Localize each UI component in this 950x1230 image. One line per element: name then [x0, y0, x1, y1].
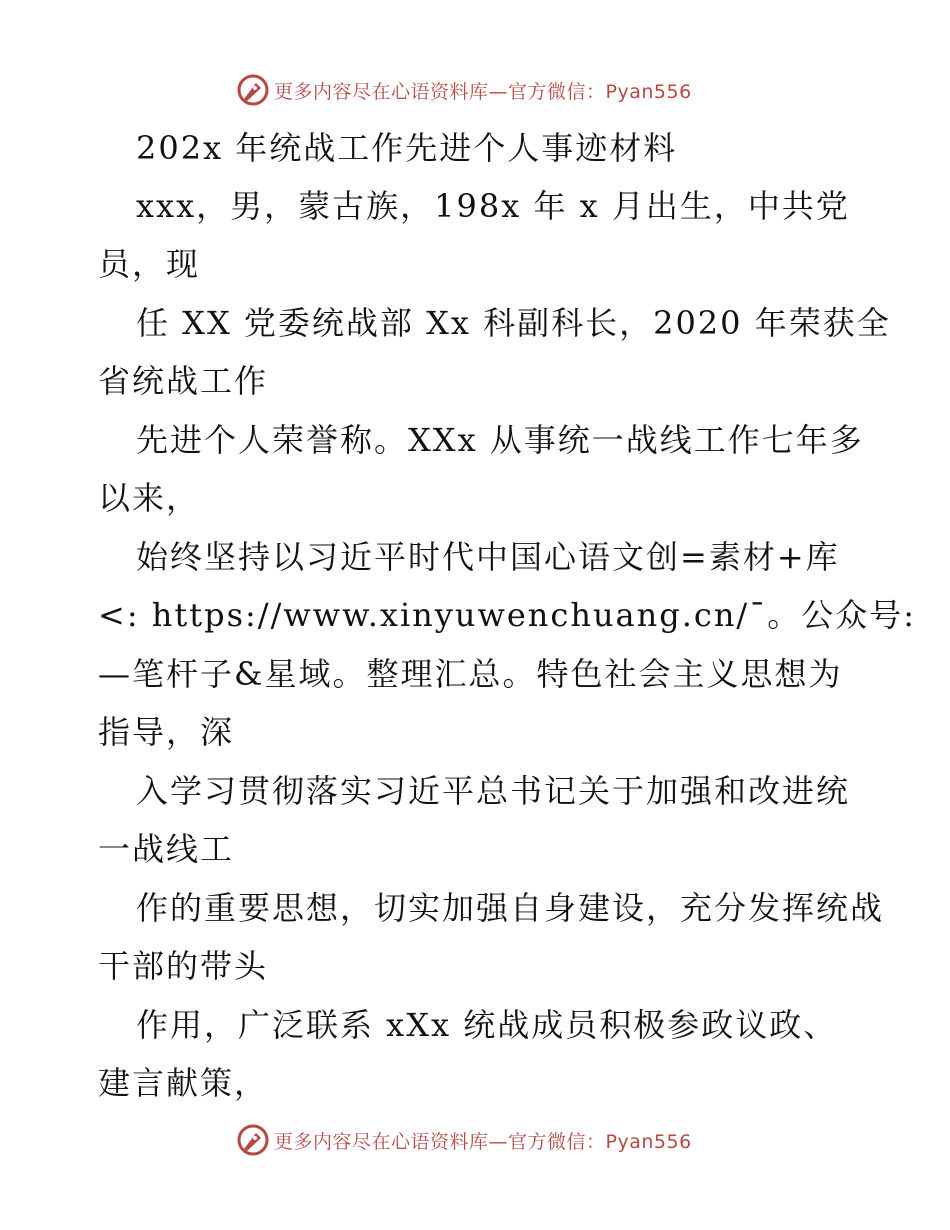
pen-nib-circle-icon [236, 1123, 270, 1157]
text-line: <: https://www.xinyuwenchuang.cn/¯。公众号: [98, 596, 916, 634]
document-title: 202x 年统战工作先进个人事迹材料 [136, 129, 678, 167]
footer-watermark [236, 1122, 692, 1158]
text-line: 始终坚持以习近平时代中国心语文创=素材+库 [136, 538, 840, 576]
text-line: 干部的带头 [98, 947, 269, 985]
text-line: 员，现 [98, 245, 201, 283]
text-line: 建言献策， [98, 1064, 269, 1102]
text-line: 作用，广泛联系 xXx 统战成员积极参政议政、 [136, 1006, 838, 1044]
watermark-text: 更多内容尽在心语资料库—官方微信：Pyan556 [274, 1130, 692, 1153]
text-line: 作的重要思想，切实加强自身建设，充分发挥统战 [136, 889, 885, 927]
text-line: xxx，男，蒙古族，198x 年 x 月出生，中共党 [136, 187, 850, 225]
text-line: 先进个人荣誉称。XXx 从事统一战线工作七年多 [136, 421, 864, 459]
text-line: 入学习贯彻落实习近平总书记关于加强和改进统 [136, 772, 851, 810]
watermark-text: 更多内容尽在心语资料库—官方微信：Pyan556 [274, 80, 692, 103]
text-line: 以来， [98, 479, 201, 517]
text-line: 一战线工 [98, 830, 235, 868]
text-line: 指导，深 [98, 713, 235, 751]
text-line: 省统战工作 [98, 362, 269, 400]
text-line: —笔杆子&星域。整理汇总。特色社会主义思想为 [98, 655, 843, 693]
text-line: 任 XX 党委统战部 Xx 科副科长，2020 年荣获全 [136, 304, 891, 342]
